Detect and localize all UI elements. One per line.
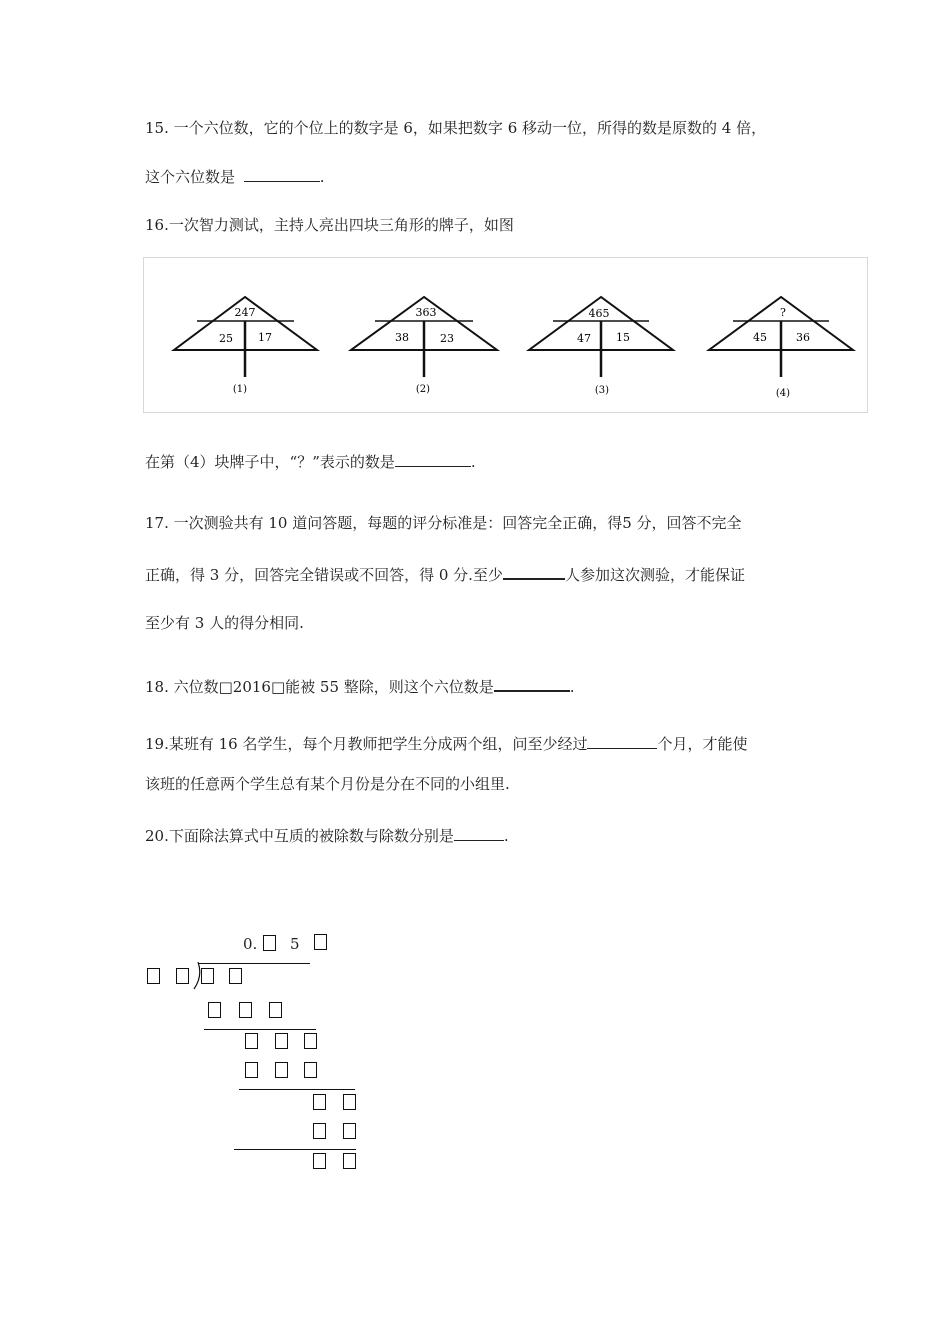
divisor-digit-box-2 (176, 968, 189, 984)
board-2-right-number: 23 (440, 332, 454, 345)
final-remainder-box-1 (313, 1153, 326, 1169)
q19-line1-before: 19.某班有 16 名学生，每个月教师把学生分成两个组，问至少经过 (145, 735, 588, 753)
subtraction-line-2 (239, 1089, 355, 1090)
q17-answer-blank[interactable] (503, 563, 565, 580)
board-4-right-number: 36 (796, 331, 810, 344)
board-1-right-number: 17 (258, 331, 272, 344)
step3-remainder-box-2 (343, 1094, 356, 1110)
board-3-right-number: 15 (616, 331, 630, 344)
q18-answer-blank[interactable] (494, 675, 570, 692)
step2-product-box-2 (275, 1062, 288, 1078)
q19-line1-after: 个月，才能使 (657, 735, 748, 753)
step1-product-box-2 (239, 1002, 252, 1018)
q20-answer-blank[interactable] (454, 825, 504, 841)
step2-product-box-3 (304, 1062, 317, 1078)
q17-line1: 17. 一次测验共有 10 道问答题，每题的评分标准是：回答完全正确，得5 分，回答不完全 (145, 514, 742, 532)
q20-long-division-figure (140, 925, 380, 1180)
q19-line2: 该班的任意两个学生总有某个月份是分在不同的小组里. (145, 775, 510, 793)
q17-line3: 至少有 3 人的得分相同. (145, 614, 304, 632)
q18-end: . (569, 678, 575, 696)
board-4-left-number: 45 (753, 331, 767, 344)
q19-answer-blank[interactable] (587, 733, 657, 749)
board-3-left-number: 47 (577, 332, 591, 345)
step2-remainder-box-3 (304, 1033, 317, 1049)
dividend-digit-box-2 (229, 968, 242, 984)
dividend-digit-box-1 (201, 968, 214, 984)
q15-line1: 15. 一个六位数，它的个位上的数字是 6，如果把数字 6 移动一位，所得的数是原数的 4 倍， (145, 119, 767, 137)
q17-line2 (145, 563, 745, 585)
step3-remainder-box-1 (313, 1094, 326, 1110)
q15-line2 (145, 166, 325, 187)
q16-question (145, 451, 476, 472)
board-4-top-unknown: ? (780, 306, 786, 319)
q16-answer-blank[interactable] (395, 451, 471, 467)
board-4-label: (4) (775, 388, 791, 399)
q15-line2-text: 这个六位数是 (145, 168, 236, 186)
q20-line (145, 825, 509, 846)
division-bar (198, 963, 310, 964)
q19-line1 (145, 733, 748, 754)
quotient-zero-point: 0. (243, 935, 258, 953)
quotient-digit-box-2 (314, 934, 327, 950)
board-1-label: (1) (232, 384, 248, 395)
q18-text: 18. 六位数□2016□能被 55 整除，则这个六位数是 (145, 678, 494, 696)
divisor-digit-box-1 (147, 968, 160, 984)
subtraction-line-1 (204, 1029, 316, 1030)
final-remainder-box-2 (343, 1153, 356, 1169)
q16-end: . (470, 453, 476, 471)
step1-product-box-1 (208, 1002, 221, 1018)
step2-remainder-box-1 (245, 1033, 258, 1049)
board-2-top-number: 363 (415, 306, 437, 319)
board-3-label: (3) (594, 385, 610, 396)
q20-end: . (503, 827, 509, 845)
q18-line (145, 675, 575, 697)
board-2-left-number: 38 (395, 331, 409, 344)
q17-line2-before: 正确，得 3 分，回答完全错误或不回答，得 0 分.至少 (145, 566, 503, 584)
subtraction-line-3 (234, 1149, 356, 1150)
q15-answer-blank[interactable] (244, 166, 320, 182)
board-3-top-number: 465 (588, 307, 610, 320)
board-1-top-number: 247 (234, 306, 256, 319)
quotient-digit-box-1 (263, 935, 276, 951)
step2-product-box-1 (245, 1062, 258, 1078)
step1-product-box-3 (269, 1002, 282, 1018)
q16-intro: 16.一次智力测试，主持人亮出四块三角形的牌子，如图 (145, 216, 514, 234)
step2-remainder-box-2 (275, 1033, 288, 1049)
q17-line2-after: 人参加这次测验，才能保证 (564, 566, 745, 584)
step3-product-box-2 (343, 1123, 356, 1139)
q20-text: 20.下面除法算式中互质的被除数与除数分别是 (145, 827, 454, 845)
board-1-left-number: 25 (219, 332, 233, 345)
board-2-label: (2) (415, 384, 431, 395)
q16-question-text: 在第（4）块牌子中，“？”表示的数是 (145, 453, 395, 471)
q16-triangle-boards-figure (143, 257, 868, 413)
quotient-digit-five: 5 (290, 935, 300, 953)
q15-end: . (319, 168, 325, 186)
step3-product-box-1 (313, 1123, 326, 1139)
